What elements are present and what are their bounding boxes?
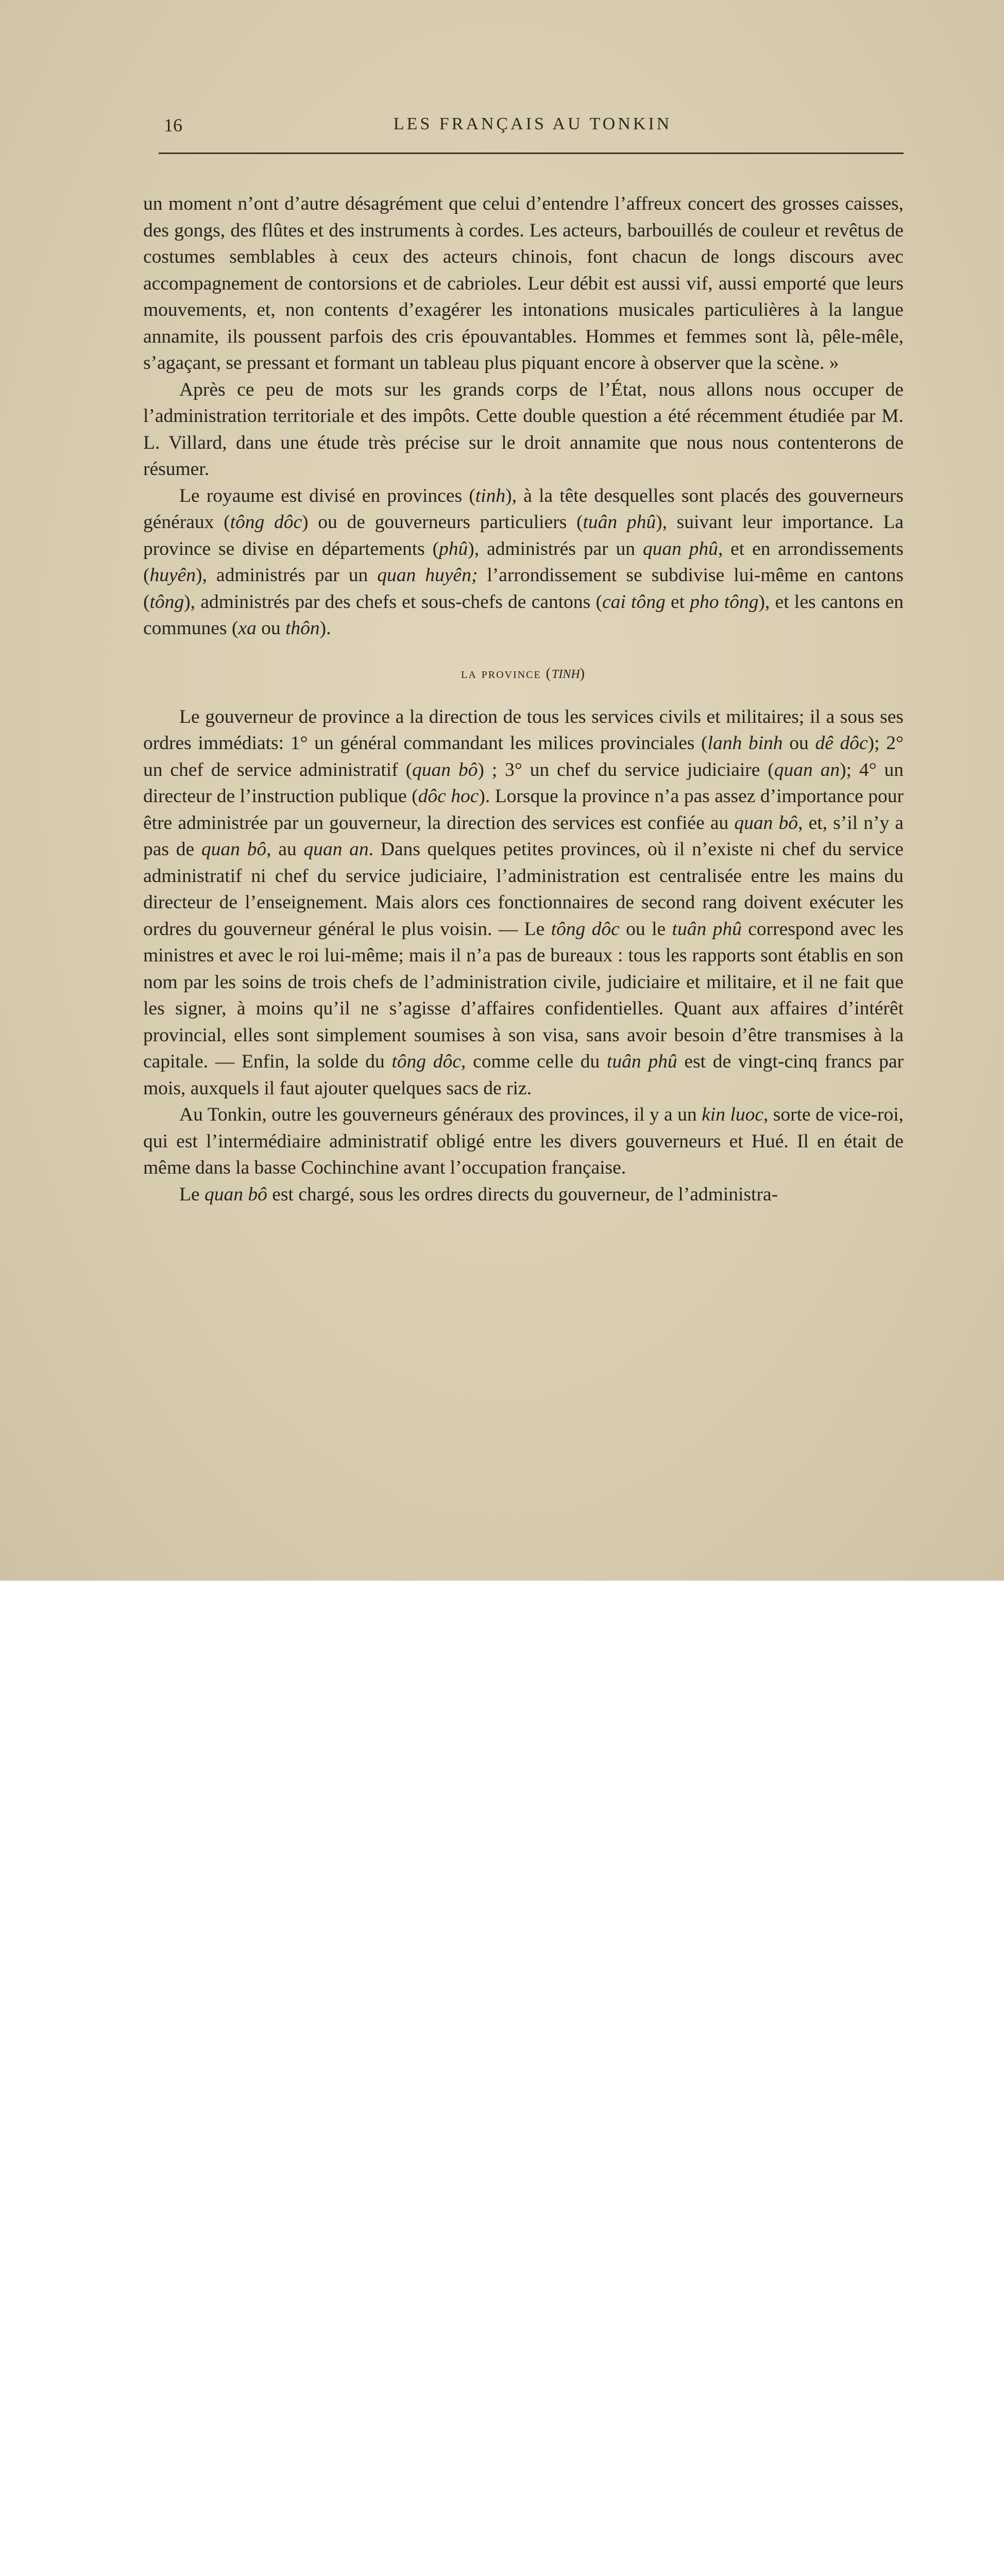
text-run: ).	[319, 618, 331, 639]
text-run: ), administrés par un	[196, 565, 378, 586]
text-run: ou	[782, 733, 815, 754]
page-number: 16	[164, 115, 182, 135]
text-run: est chargé, sous les ordres directs du gouverneur, de l’administra-	[267, 1183, 778, 1205]
text-run: Le gouverneur de province a la direction de tous les services civils et militaires; il a sous ses ordres immédiats: 1° un général commandant les milices provinciales (	[143, 706, 904, 754]
header-rule	[159, 152, 904, 154]
italic-term: tông	[149, 591, 184, 613]
text-run: l’arrondissement se subdivise lui-même en cantons (	[143, 565, 904, 613]
running-header	[164, 114, 901, 140]
body-text	[143, 191, 904, 1208]
text-run: Le	[179, 1183, 205, 1205]
text-run: ), et les cantons en communes (	[143, 591, 904, 639]
italic-term: quan bô	[412, 759, 478, 781]
italic-term: quan huyên;	[377, 565, 478, 586]
italic-term: tông dôc	[392, 1051, 461, 1072]
text-run: ). Lorsque la province n’a pas assez d’importance pour être administrée par un gouverneur, la direction des services est confiée au	[143, 786, 904, 834]
text-run: ou le	[619, 918, 672, 940]
text-run: ), à la tête desquelles sont placés des gouverneurs généraux (	[143, 485, 904, 533]
text-run: , comme celle du	[461, 1051, 607, 1072]
italic-term: tông dôc	[230, 512, 302, 533]
text-run: correspond avec les ministres et avec le roi lui-même; mais il n’a pas de bureaux : tous les rapports sont établis en son nom par les soins de trois chefs de l’administration civile, judiciaire et militaire, et il ne fait que les signer, à moins qu’il ne s’agisse d’affaires confidentielles. Quant aux affaires d’intérêt provincial, elles sont simplement soumises à son visa, sans avoir besoin d’être transmises à la capitale. — Enfin, la solde du	[143, 918, 904, 1072]
text-run: ), administrés par des chefs et sous-chefs de cantons (	[184, 591, 602, 613]
paragraph	[143, 1101, 904, 1181]
text-run: est de vingt-cinq francs par mois, auxquels il faut ajouter quelques sacs de riz.	[143, 1051, 904, 1099]
text-run: Au Tonkin, outre les gouverneurs généraux des provinces, il y a un	[179, 1104, 702, 1125]
italic-term: tuân phû	[672, 918, 742, 940]
italic-term: quan an	[303, 839, 369, 860]
text-run: ), suivant leur importance. La province se divise en départements (	[143, 512, 904, 560]
text-run: Après ce peu de mots sur les grands corps de l’État, nous allons nous occuper de l’administration territoriale et des impôts. Cette double question a été récemment étudiée par M. L. Villard, dans une étude très précise sur le droit annamite que nous nous contenterons de résumer.	[143, 379, 904, 480]
section-heading-text: la province (	[461, 665, 552, 682]
italic-term: tông dôc	[551, 918, 620, 940]
italic-term: thôn	[285, 618, 320, 639]
italic-term: quan bô	[734, 812, 798, 834]
italic-term: quan bô	[201, 839, 267, 860]
text-run: , sorte de vice-roi, qui est l’intermédiaire administratif obligé entre les divers gouverneurs et Hué. Il en était de même dans la basse Cochinchine avant l’occupation française.	[143, 1104, 904, 1178]
italic-term: dê dôc	[815, 733, 868, 754]
text-run: ); 2° un chef de service administratif (	[143, 733, 904, 781]
section-heading	[143, 663, 904, 684]
italic-term: lanh binh	[707, 733, 783, 754]
text-run: ) ; 3° un chef du service judiciaire (	[478, 759, 774, 781]
text-run: , au	[266, 839, 304, 860]
paragraph	[143, 483, 904, 642]
text-run: ) ou de gouverneurs particuliers (	[302, 512, 583, 533]
italic-term: kin luoc	[702, 1104, 763, 1125]
text-run: et	[665, 591, 690, 613]
italic-term: cai tông	[602, 591, 666, 613]
section-heading-close: )	[580, 665, 586, 682]
text-run: ), administrés par un	[468, 538, 643, 560]
text-run: ou	[256, 618, 285, 639]
text-run: un moment n’ont d’autre désagrément que celui d’entendre l’affreux concert des grosses caisses, des gongs, des flûtes et des instruments à cordes. Les acteurs, barbouillés de couleur et revêtus de costumes semblables à ceux des acteurs chinois, font chacun de longs discours avec accompagnement de contorsions et de cabrioles. Leur débit est aussi vif, aussi emporté que leurs mouvements, et, non contents d’exagérer les intonations musicales particulières à la langue annamite, ils poussent parfois des cris épouvantables. Hommes et femmes sont là, pêle-mêle, s’agaçant, se pressant et formant un tableau plus piquant encore à observer que la scène. »	[143, 193, 904, 374]
paragraph	[143, 377, 904, 483]
italic-term: pho tông	[690, 591, 759, 613]
running-title: LES FRANÇAIS AU TONKIN	[393, 114, 672, 133]
footer-strip	[0, 1581, 1004, 1734]
section-heading-term: tinh	[551, 663, 580, 682]
paragraph	[143, 191, 904, 377]
text-run: . Dans quelques petites provinces, où il n’existe ni chef du service administratif ni chef du service judiciaire, l’administration est centralisée entre les mains du directeur de l’enseignement. Mais alors ces fonctionnaires de second rang doivent exécuter les ordres du gouverneur général le plus voisin. — Le	[143, 839, 904, 940]
text-run: ); 4° un directeur de l’instruction publique (	[143, 759, 904, 807]
italic-term: tuân phû	[583, 512, 656, 533]
italic-term: huyên	[149, 565, 196, 586]
italic-term: tuân phû	[606, 1051, 677, 1072]
italic-term: quan an	[774, 759, 840, 781]
paragraph	[143, 1181, 904, 1208]
italic-term: phû	[439, 538, 468, 560]
italic-term: quan phû	[642, 538, 718, 560]
text-run: , et, s’il n’y a pas de	[143, 812, 904, 860]
italic-term: quan bô	[204, 1183, 267, 1205]
italic-term: dôc hoc	[418, 786, 479, 807]
italic-term: tinh	[475, 485, 506, 506]
paragraph	[143, 704, 904, 1102]
italic-term: xa	[238, 618, 257, 639]
text-run: , et en arrondissements (	[143, 538, 904, 586]
text-run: Le royaume est divisé en provinces (	[179, 485, 475, 506]
